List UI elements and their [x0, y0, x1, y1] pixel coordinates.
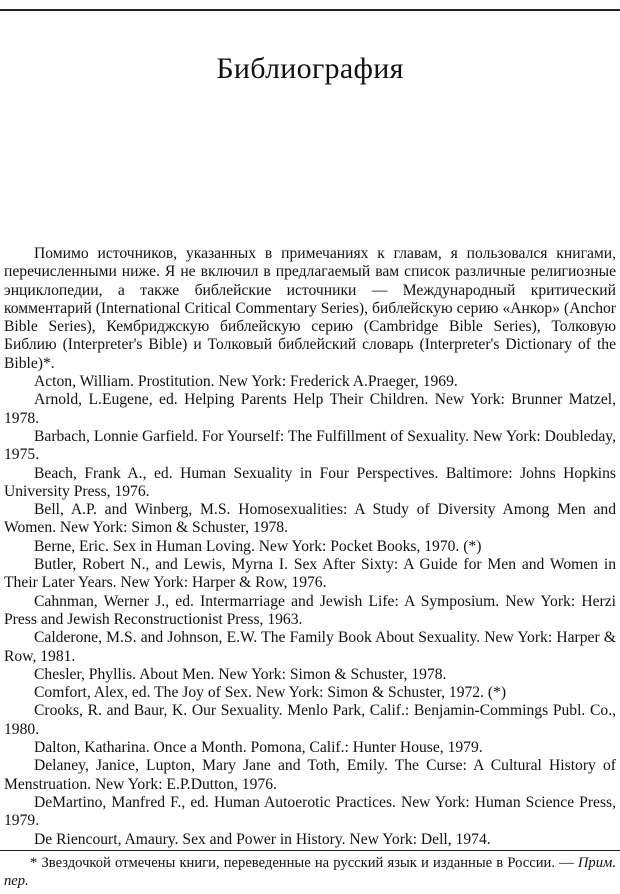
bibliography-entry: Delaney, Janice, Lupton, Mary Jane and Toth, Emily. The Curse: A Cultural History of Menstruation. New York: E.P.Dutton, 1976.	[4, 757, 616, 793]
bibliography-entry: Berne, Eric. Sex in Human Loving. New York: Pocket Books, 1970. (*)	[34, 537, 482, 555]
bibliography-entry: De Riencourt, Amaury. Sex and Power in History. New York: Dell, 1974.	[34, 830, 491, 848]
bibliography-entry: Crooks, R. and Baur, K. Our Sexuality. Menlo Park, Calif.: Benjamin-Commings Publ. Co., 1980.	[4, 702, 616, 738]
bibliography-entry: Arnold, L.Eugene, ed. Helping Parents Help Their Children. New York: Brunner Matzel, 1978.	[4, 391, 616, 427]
bibliography-entry: Butler, Robert N., and Lewis, Myrna I. Sex After Sixty: A Guide for Men and Women in Their Later Years. New York: Harper & Row, 1976.	[4, 556, 616, 592]
bibliography-entry: Barbach, Lonnie Garfield. For Yourself: The Fulfillment of Sexuality. New York: Doubleday, 1975.	[4, 427, 616, 464]
bibliography-entry: DeMartino, Manfred F., ed. Human Autoerotic Practices. New York: Human Science Press, 1979.	[4, 793, 616, 830]
intro-paragraph: Помимо источников, указанных в примечаниях к главам, я пользовался книгами, перечисленными ниже. Я не включил в предлагаемый вам список различные религиозные энциклопедии, а также библейские источники — Международный критический комментарий (International Critical Commentary Series), библейскую серию «Анкор» (Anchor Bible Series), Кембриджскую библейскую серию (Cambridge Bible Series), Толковую Библию (Interpreter's Bible) и Толковый библейский словарь (Interpreter's Dictionary of the Bible)*.	[4, 245, 616, 372]
bibliography-entry: Comfort, Alex, ed. The Joy of Sex. New York: Simon & Schuster, 1972. (*)	[34, 684, 507, 702]
footnote-text: * Звездочкой отмечены книги, переведенные на русский язык и изданные в России. —	[30, 855, 574, 871]
page-title: Библиография	[216, 52, 404, 86]
bibliography-entry: Beach, Frank A., ed. Human Sexuality in Four Perspectives. Baltimore: Johns Hopkins University Press, 1976.	[4, 464, 616, 500]
bibliography-entry: Bell, A.P. and Winberg, M.S. Homosexualities: A Study of Diversity Among Men and Women. New York: Simon & Schuster, 1978.	[4, 501, 616, 537]
footnote-rule	[0, 850, 620, 851]
bibliography-entry: Cahnman, Werner J., ed. Intermarriage and Jewish Life: A Symposium. New York: Herzi Press and Jewish Reconstructionist Press, 1963.	[4, 592, 616, 628]
footnote-translator-note: Прим. пер.	[4, 855, 616, 889]
bibliography-body	[4, 245, 616, 849]
bibliography-entry: Chesler, Phyllis. About Men. New York: Simon & Schuster, 1978.	[34, 665, 447, 683]
bibliography-entry: Dalton, Katharina. Once a Month. Pomona, Calif.: Hunter House, 1979.	[34, 739, 483, 757]
bibliography-entry: Acton, William. Prostitution. New York: Frederick A.Praeger, 1969.	[34, 373, 458, 391]
bibliography-entry: Calderone, M.S. and Johnson, E.W. The Family Book About Sexuality. New York: Harper & Row, 1981.	[4, 629, 616, 665]
top-rule	[0, 9, 620, 11]
footnote	[4, 855, 616, 890]
